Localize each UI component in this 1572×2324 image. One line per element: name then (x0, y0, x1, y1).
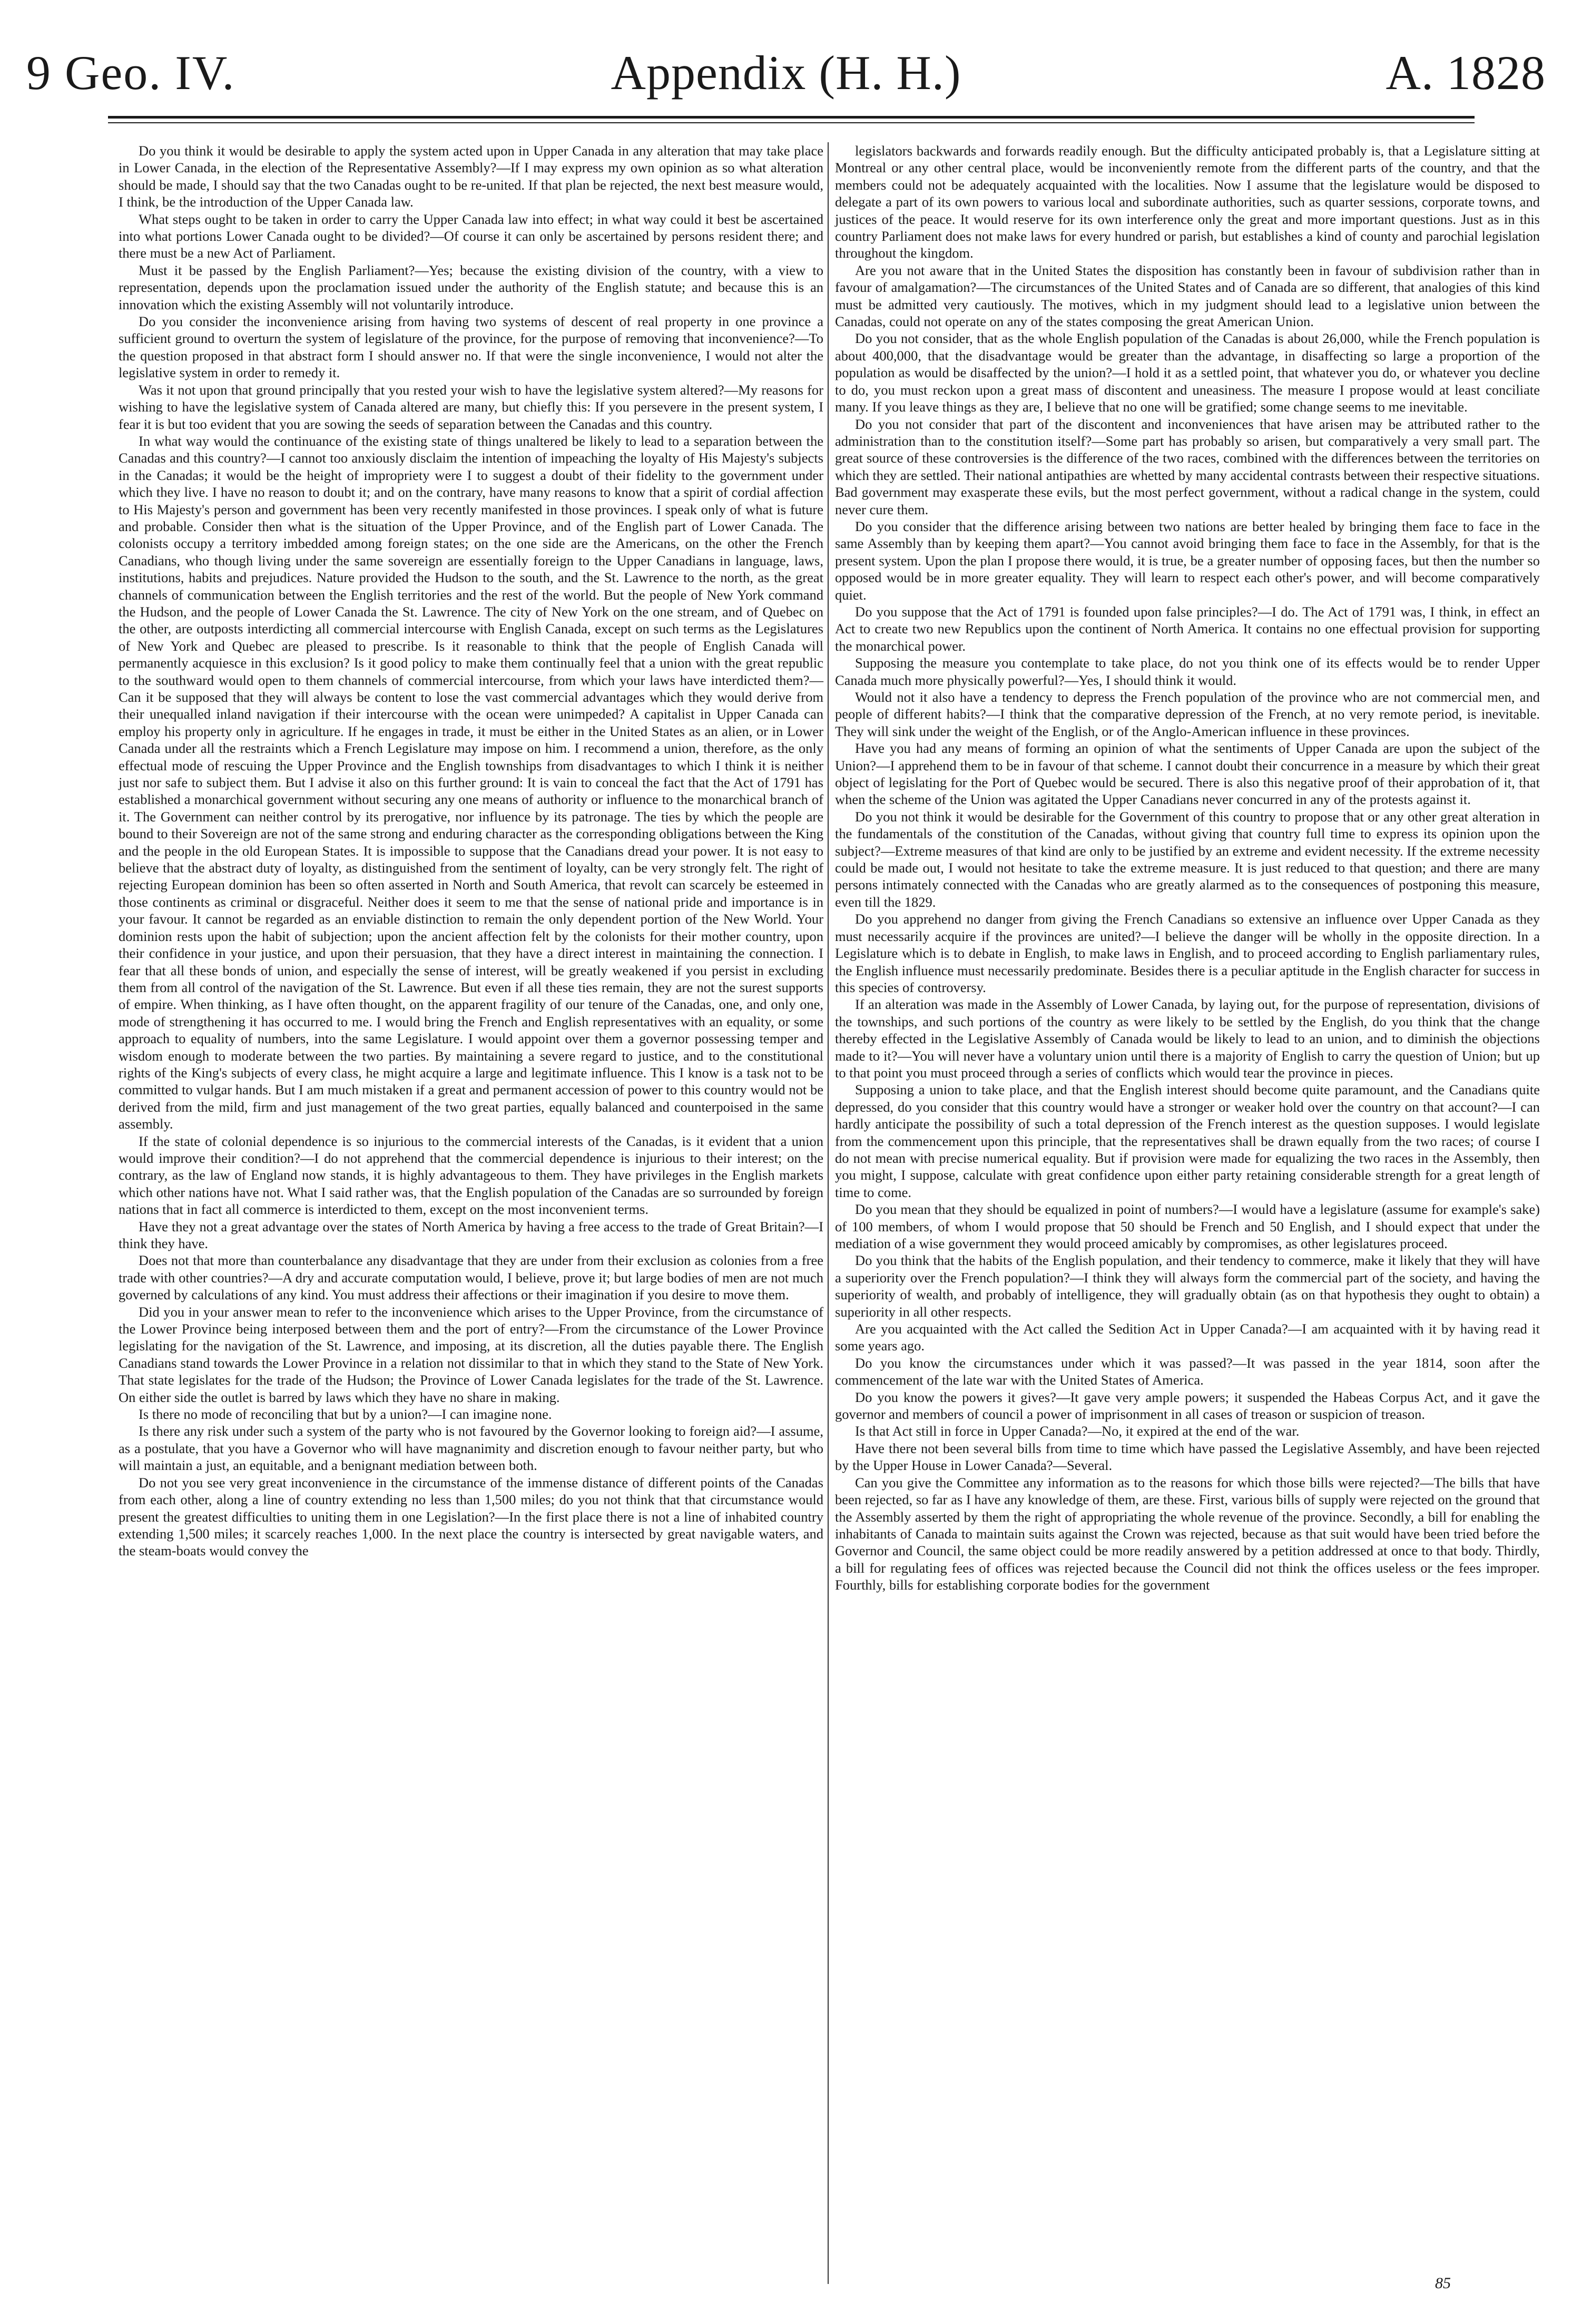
paragraph: Do you suppose that the Act of 1791 is founded upon false principles?—I do. The Act of 1791 was, I think, in effect an Act to create two new Republics upon the continent of North America. It contains no one effectual provision for supporting the monarchical power. (835, 603, 1540, 654)
paragraph: In what way would the continuance of the existing state of things unaltered be likely to lead to a separation between the Canadas and this country?—I cannot too anxiously disclaim the intention of impeaching the loyalty of His Majesty's subjects in the Canadas; it would be the height of impropriety were I to suggest a doubt of their fidelity to the government under which they live. I have no reason to doubt it; and on the contrary, have many reasons to know that a spirit of cordial affection to His Majesty's person and government has been very recently manifested in those provinces. I speak only of what is future and probable. Consider then what is the situation of the Upper Province, and of the English part of Lower Canada. The colonists occupy a territory imbedded among foreign states; on the one side are the Americans, on the other the French Canadians, who though living under the same sovereign are essentially foreign to the Upper Canadians in language, laws, institutions, habits and prejudices. Nature provided the Hudson to the south, and the St. Lawrence to the north, as the great channels of communication between the English territories and the rest of the world. But the people of New York command the Hudson, and the people of Lower Canada the St. Lawrence. The city of New York on the one stream, and of Quebec on the other, are outposts interdicting all commercial intercourse with English Canada, except on such terms as the Legislatures of New York and Quebec are pleased to prescribe. Is it reasonable to think that the people of English Canada will permanently acquiesce in this exclusion? Is it good policy to make them continually feel that a union with the great republic to the southward would open to them channels of commercial intercourse, from which your laws have interdicted them?—Can it be supposed that they will always be content to lose the vast commercial advantages which they would derive from their unequalled inland navigation if their intercourse with the ocean were unimpeded? A capitalist in Upper Canada can employ his property only in agriculture. If he engages in trade, it must be either in the United States as an alien, or in Lower Canada under all the restraints which a French Legislature may impose on him. I recommend a union, therefore, as the only effectual mode of rescuing the Upper Province and the English townships from disadvantages to which I think it is neither just nor safe to subject them. But I advise it also on this further ground: It is vain to conceal the fact that the Act of 1791 has established a monarchical government without securing any one means of authority or influence to the monarchical branch of it. The Government can neither control by its prerogative, nor influence by its patronage. The ties by which the people are bound to their Sovereign are not of the same strong and enduring character as the corresponding obligations between the King and the people in the old European States. It is impossible to suppose that the Canadians dread your power. It is not easy to believe that the abstract duty of loyalty, as distinguished from the sentiment of loyalty, can be very strongly felt. The right of rejecting European dominion has been so often asserted in North and South America, that revolt can scarcely be esteemed in those continents as criminal or disgraceful. Neither does it seem to me that the sense of national pride and importance is in your favour. It cannot be regarded as an enviable distinction to remain the only dependent portion of the New World. Your dominion rests upon the habit of subjection; upon the ancient affection felt by the colonists for their mother country, upon their confidence in your justice, and upon their persuasion, that they have a direct interest in maintaining the connection. I fear that all these bonds of union, and especially the sense of interest, will be greatly weakened if you persist in excluding them from all control of the navigation of the St. Lawrence. But even if all these ties remain, they are not the surest supports of empire. When thinking, as I have often thought, on the apparent fragility of our tenure of the Canadas, one, and only one, mode of strengthening it has occurred to me. I would bring the French and English representatives with an equality, or some approach to equality of numbers, into the same Legislature. I would appoint over them a governor possessing temper and wisdom enough to moderate between the two parties. By maintaining a severe regard to justice, and to the constitutional rights of the King's subjects of every class, he might acquire a large and legitimate influence. This I know is a task not to be committed to vulgar hands. But I am much mistaken if a great and permanent accession of power to this country would not be derived from the mild, firm and just management of the two great parties, equally balanced and counterpoised in the same assembly. (119, 433, 823, 1132)
paragraph: legislators backwards and forwards readily enough. But the difficulty anticipated probably is, that a Legislature sitting at Montreal or any other central place, would be inconveniently remote from the different parts of the country, and that the members could not be adequately acquainted with the localities. Now I assume that the legislature would be disposed to delegate a part of its own powers to various local and subordinate authorities, such as quarter sessions, corporate towns, and justices of the peace. It would reserve for its own interference only the great and more important questions. Just as in this country Parliament does not make laws for every hundred or parish, but establishes a kind of county and parochial legislation throughout the kingdom. (835, 143, 1540, 261)
paragraph: Supposing a union to take place, and that the English interest should become quite paramount, and the Canadians quite depressed, do you consider that this country would have a stronger or weaker hold over the country on that account?—I can hardly anticipate the possibility of such a total depression of the French interest as the question supposes. I would legislate from the commencement upon this principle, that the representatives shall be drawn equally from the two races; of course I do not mean with precise numerical equality. But if provision were made for equalizing the two races in the Assembly, then you might, I suppose, calculate with great confidence upon either party retaining considerable strength for a great length of time to come. (835, 1082, 1540, 1200)
left-column (119, 142, 823, 1560)
paragraph: Supposing the measure you contemplate to take place, do not you think one of its effects would be to render Upper Canada much more physically powerful?—Yes, I should think it would. (835, 655, 1540, 688)
paragraph: Have they not a great advantage over the states of North America by having a free access to the trade of Great Britain?—I think they have. (119, 1218, 823, 1251)
paragraph: Do you not consider, that as the whole English population of the Canadas is about 26,000, while the French population is about 400,000, that the disadvantage would be greater than the advantage, in disaffecting so large a proportion of the population as would be disaffected by the union?—I hold it as a settled point, that whatever you do, or whatever you decline to do, you must reckon upon a great mass of discontent and uneasiness. The measure I propose would at least conciliate many. If you leave things as they are, I believe that no one will be gratified; some change seems to me inevitable. (835, 330, 1540, 415)
paragraph: Do you know the circumstances under which it was passed?—It was passed in the year 1814, soon after the commencement of the late war with the United States of America. (835, 1355, 1540, 1388)
paragraph: If an alteration was made in the Assembly of Lower Canada, by laying out, for the purpose of representation, divisions of the townships, and such portions of the country as were likely to be settled by the English, do you think that the change thereby effected in the Legislative Assembly of Canada would be likely to lead to an union, and to diminish the objections made to it?—You will never have a voluntary union until there is a majority of English to carry the question of Union; but up to that point you must proceed through a series of conflicts which would tear the province in pieces. (835, 996, 1540, 1081)
paragraph: Do you not think it would be desirable for the Government of this country to propose that or any other great alteration in the fundamentals of the constitution of the Canadas, without giving that country full time to express its opinion upon the subject?—Extreme measures of that kind are only to be justified by an extreme and evident necessity. If the extreme necessity could be made out, I would not hesitate to take the extreme measure. It is just reduced to that question; and there are many persons intimately connected with the Canadas who are greatly alarmed as to the consequences of postponing this measure, even till the 1829. (835, 808, 1540, 910)
paragraph: Have you had any means of forming an opinion of what the sentiments of Upper Canada are upon the subject of the Union?—I apprehend them to be in favour of that scheme. I cannot doubt their concurrence in a measure by which their great object of legislating for the Port of Quebec would be secured. There is also this negative proof of their approbation of it, that when the scheme of the Union was agitated the Upper Canadians never concurred in any of the protests against it. (835, 740, 1540, 808)
header-rule-thick (108, 116, 1475, 119)
page-number: 85 (1435, 2274, 1451, 2292)
paragraph: Do you consider that the difference arising between two nations are better healed by bringing them face to face in the same Assembly than by keeping them apart?—You cannot avoid bringing them face to face in the Assembly, for that is the present system. Upon the plan I propose there would, it is true, be a greater number of opposing faces, but then the number so opposed would be in more greater equality. They will learn to respect each other's power, and will become comparatively quiet. (835, 518, 1540, 603)
paragraph: Do you consider the inconvenience arising from having two systems of descent of real property in one province a sufficient ground to overturn the system of legislature of the province, for the purpose of removing that inconvenience?—To the question proposed in that abstract form I should answer no. If that were the single inconvenience, I would not alter the legislative system in order to remedy it. (119, 313, 823, 381)
paragraph: Have there not been several bills from time to time which have passed the Legislative Assembly, and have been rejected by the Upper House in Lower Canada?—Several. (835, 1440, 1540, 1474)
paragraph: Is that Act still in force in Upper Canada?—No, it expired at the end of the war. (855, 1423, 1300, 1439)
paragraph: If the state of colonial dependence is so injurious to the commercial interests of the Canadas, is it evident that a union would improve their condition?—I do not apprehend that the commercial dependence is injurious to their interest; on the contrary, as the law of England now stands, it is highly advantageous to them. They have privileges in the English markets which other nations have not. What I said rather was, that the English population of the Canadas are so surrounded by foreign nations that in fact all commerce is interdicted to them, except on the most inconvenient terms. (119, 1133, 823, 1218)
paragraph: Is there no mode of reconciling that but by a union?—I can imagine none. (139, 1406, 552, 1423)
paragraph: Do not you see very great inconvenience in the circumstance of the immense distance of different points of the Canadas from each other, along a line of country extending no less than 1,500 miles; do you not think that that circumstance would present the greatest difficulties to uniting them in one Legislation?—In the first place there is not a line of inhabited country extending 1,500 miles; it scarcely reaches 1,000. In the next place the country is intersected by great navigable waters, and the steam-boats would convey the (119, 1474, 823, 1559)
paragraph: Do you mean that they should be equalized in point of numbers?—I would have a legislature (assume for example's sake) of 100 members, of whom I would propose that 50 should be French and 50 English, and I should expect that under the mediation of a wise government they would proceed amicably by compromises, as other legislatures proceed. (835, 1201, 1540, 1251)
paragraph: Would not it also have a tendency to depress the French population of the province who are not commercial men, and people of different habits?—I think that the comparative depression of the French, at no very remote period, is inevitable. They will sink under the weight of the English, or of the Anglo-American influence in these provinces. (835, 689, 1540, 739)
header-session: 9 Geo. IV. (26, 46, 235, 100)
paragraph: Do you think that the habits of the English population, and their tendency to commerce, make it likely that they will have a superiority over the French population?—I think they will always form the commercial part of the society, and having the superiority of wealth, and probably of intelligence, they will gradually obtain (as on that hypothesis they ought to obtain) a superiority in all other respects. (835, 1252, 1540, 1320)
paragraph: Are you not aware that in the United States the disposition has constantly been in favour of subdivision rather than in favour of amalgamation?—The circumstances of the United States and of Canada are so different, that analogies of this kind must be admitted very cautiously. The motives, which in my judgment should lead to a legislative union between the Canadas, could not operate on any of the states composing the great American Union. (835, 262, 1540, 330)
paragraph: Was it not upon that ground principally that you rested your wish to have the legislative system altered?—My reasons for wishing to have the legislative system of Canada altered are many, but chiefly this: If you persevere in the present system, I fear it is but too evident that you are sowing the seeds of separation between the Canadas and this country. (119, 381, 823, 432)
page-header (21, 45, 1551, 113)
header-rule-thin (108, 122, 1475, 123)
paragraph: Must it be passed by the English Parliament?—Yes; because the existing division of the country, with a view to representation, depends upon the proclamation issued under the authority of the English statute; and because this is an innovation which the existing Assembly will not voluntarily introduce. (119, 262, 823, 312)
paragraph: Do you not consider that part of the discontent and inconveniences that have arisen may be attributed rather to the administration than to the constitution itself?—Some part has probably so arisen, but comparatively a very small part. The great source of these controversies is the difference of the two races, combined with the differences between the territories on which they are settled. Their national antipathies are whetted by many accidental contrasts between their respective situations. Bad government may exasperate these evils, but the most perfect government, without a radical change in the system, could never cure them. (835, 416, 1540, 517)
paragraph: Do you know the powers it gives?—It gave very ample powers; it suspended the Habeas Corpus Act, and it gave the governor and members of council a power of imprisonment in all cases of treason or suspicion of treason. (835, 1389, 1540, 1423)
column-divider (828, 142, 829, 2284)
header-title: Appendix (H. H.) (611, 46, 961, 100)
paragraph: Is there any risk under such a system of the party who is not favoured by the Governor looking to foreign aid?—I assume, as a postulate, that you have a Governor who will have magnanimity and discretion enough to favour neither party, but who will maintain a just, an equitable, and a benignant mediation between both. (119, 1423, 823, 1474)
header-year: A. 1828 (1386, 46, 1546, 100)
paragraph: Did you in your answer mean to refer to the inconvenience which arises to the Upper Province, from the circumstance of the Lower Province being interposed between them and the port of entry?—From the circumstance of the Lower Province legislating for the navigation of the St. Lawrence, and imposing, at its discretion, all the duties payable there. The English Canadians stand towards the Lower Province in a relation not dissimilar to that in which they stand to the State of New York. That state legislates for the trade of the Hudson; the Province of Lower Canada legislates for the trade of the St. Lawrence. On either side the outlet is barred by laws which they have no share in making. (119, 1303, 823, 1405)
paragraph: Are you acquainted with the Act called the Sedition Act in Upper Canada?—I am acquainted with it by having read it some years ago. (835, 1321, 1540, 1354)
paragraph: What steps ought to be taken in order to carry the Upper Canada law into effect; in what way could it best be ascertained into what portions Lower Canada ought to be divided?—Of course it can only be ascertained by persons resident there; and there must be a new Act of Parliament. (119, 211, 823, 261)
paragraph: Does not that more than counterbalance any disadvantage that they are under from their exclusion as colonies from a free trade with other countries?—A dry and accurate computation would, I believe, prove it; but large bodies of men are not much governed by calculations of any kind. You must address their affections or their imagination if you desire to move them. (119, 1252, 823, 1303)
paragraph: Do you apprehend no danger from giving the French Canadians so extensive an influence over Upper Canada as they must necessarily acquire if the provinces are united?—I believe the danger will be wholly in the opposite direction. In a Legislature which is to debate in English, to make laws in English, and to proceed according to English parliamentary rules, the English influence must necessarily predominate. Besides there is a peculiar aptitude in the English character for success in this species of controversy. (835, 911, 1540, 995)
paragraph: Can you give the Committee any information as to the reasons for which those bills were rejected?—The bills that have been rejected, so far as I have any knowledge of them, are these. First, various bills of supply were rejected on the ground that the Assembly asserted by them the right of appropriating the whole revenue of the province. Secondly, a bill for enabling the inhabitants of Canada to maintain suits against the Crown was rejected, because as that suit would have been tried before the Governor and Council, the same object could be more readily answered by a petition addressed at once to that body. Thirdly, a bill for regulating fees of offices was rejected because the Council did not think the offices useless or the fees improper. Fourthly, bills for establishing corporate bodies for the government (835, 1474, 1540, 1593)
right-column (835, 142, 1540, 1594)
paragraph: Do you think it would be desirable to apply the system acted upon in Upper Canada in any alteration that may take place in Lower Canada, in the election of the Representative Assembly?—If I may express my own opinion as so what alteration should be made, I should say that the two Canadas ought to be re-united. If that plan be rejected, the next best measure would, I think, be the introduction of the Upper Canada law. (119, 143, 823, 210)
